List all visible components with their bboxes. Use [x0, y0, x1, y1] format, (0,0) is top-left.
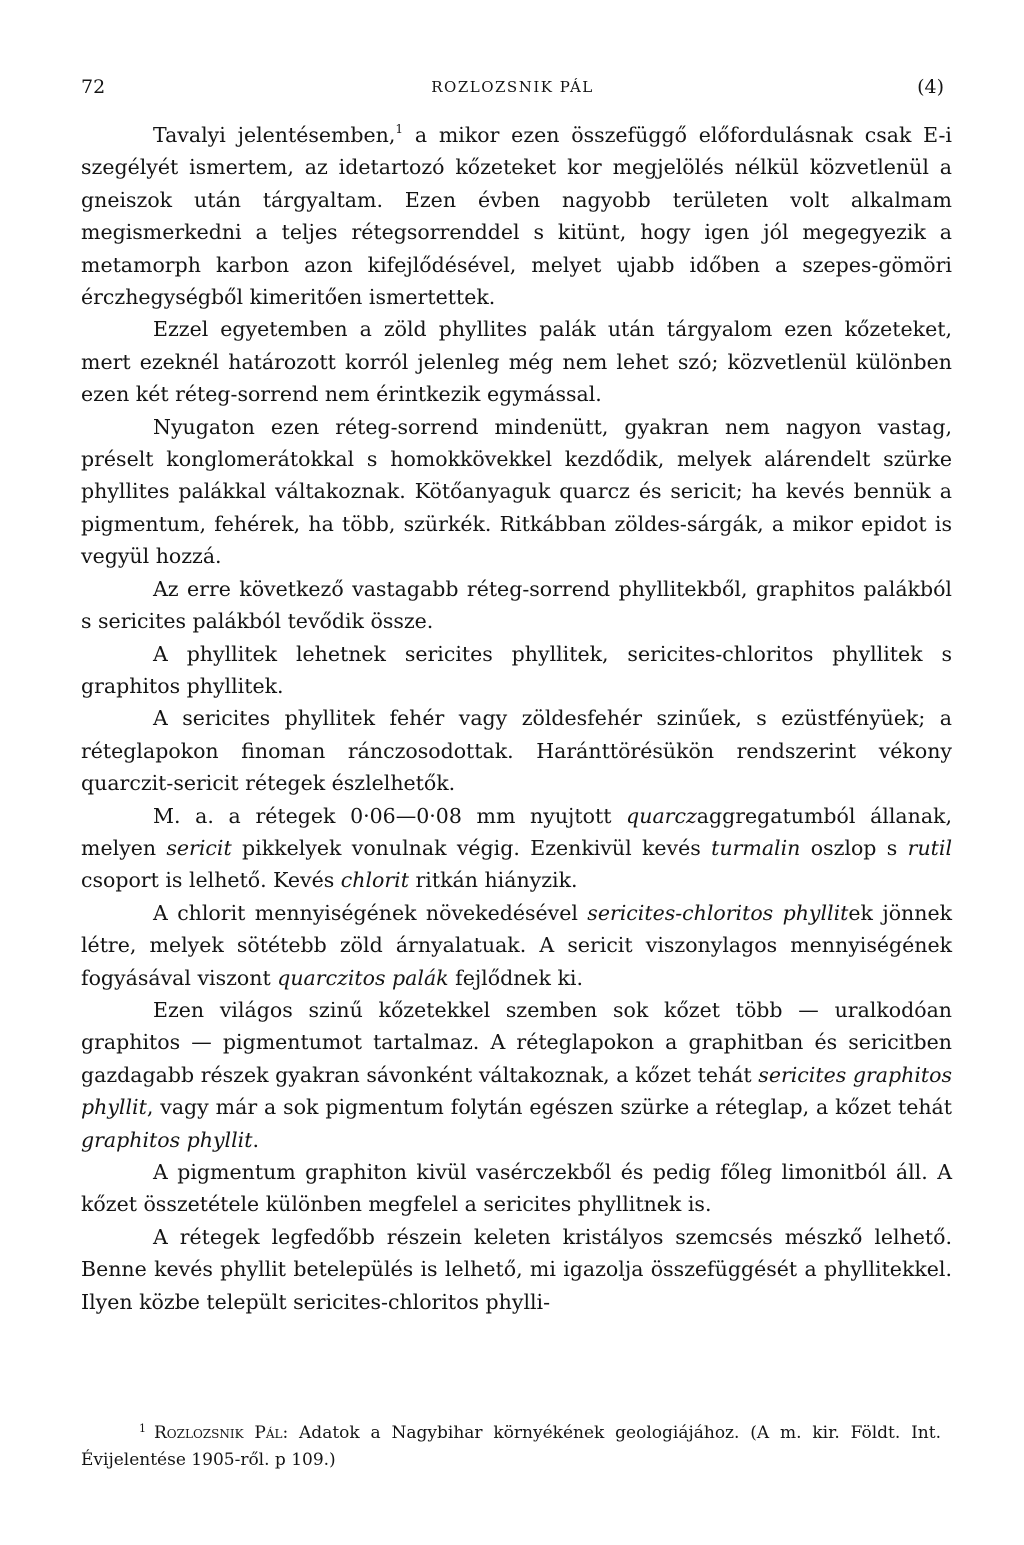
p1-text-a: Tavalyi jelentésemben,: [153, 123, 396, 147]
body-text: [81, 119, 952, 1318]
footnote-author: Rozlozsnik Pál: [154, 1423, 283, 1443]
term-sericites-graphitos-phyllit: sericites graphitos phyllit: [81, 1062, 952, 1120]
p9-text-c: .: [252, 1127, 259, 1152]
term-graphitos-phyllit: graphitos phyllit: [81, 1127, 253, 1152]
page-header: [81, 72, 944, 102]
p9-text-a: Ezen világos szinű kőzetekkel szemben sok kőzet több — uralkodóan graphitos — pigmentumot tartalmaz. A réteglapokon a graphitban és sericitben gazdagabb részek gyakran sávonként váltakoznak, a kőzet tehát: [81, 997, 952, 1087]
p8-text-b: ek jönnek létre, melyek sötétebb zöld árnyalatuak. A sericit viszonylagos mennyiségének fogyásával viszont: [81, 900, 953, 990]
footnote-text: : Adatok a Nagybihar környékének geologiájához. (A m. kir. Földt. Int. Évijelentése 1905-ről. p 109.): [81, 1423, 941, 1470]
paragraph-5: A phyllitek lehetnek sericites phyllitek, sericites-chloritos phyllitek s graphitos phyllitek.: [81, 641, 952, 698]
paragraph-1: [81, 119, 952, 313]
paragraph-7: [81, 800, 952, 897]
paragraph-10: A pigmentum graphiton kivül vasérczekből és pedig főleg limonitból áll. A kőzet összetétele különben megfelel a sericites phyllitnek is.: [81, 1160, 952, 1217]
term-rutil: rutil: [907, 835, 953, 860]
paragraph-6: A sericites phyllitek fehér vagy zöldesfehér szinűek, s ezüstfényüek; a réteglapokon finoman ránczosodottak. Haránttörésükön rendszerint vékony quarczit-sericit rétegek észlelhetők.: [81, 706, 952, 796]
paragraph-4: Az erre következő vastagabb réteg-sorrend phyllitekből, graphitos palákból s sericites palákból tevődik össze.: [81, 576, 952, 634]
p8-text-a: A chlorit mennyiségének növekedésével: [153, 900, 588, 925]
p7-text-e: csoport is lelhető. Kevés: [81, 868, 341, 893]
page-number: 72: [81, 76, 106, 98]
paragraph-3: Nyugaton ezen réteg-sorrend mindenütt, gyakran nem nagyon vastag, préselt konglomerátokkal s homokkövekkel kezdődik, melyek alárendelt szürke phyllites palákkal váltakoznak. Kötőanyaguk quarcz és sericit; ha kevés bennük a pigmentum, fehérek, ha több, szürkék. Ritkábban zöldes-sárgák, a mikor epidot is vegyül hozzá.: [81, 414, 952, 569]
term-quarczitos-palak: quarczitos palák: [277, 965, 449, 990]
p9-text-b: , vagy már a sok pigmentum folytán egészen szürke a réteglap, a kőzet tehát: [146, 1095, 952, 1120]
term-turmalin: turmalin: [711, 835, 801, 860]
paragraph-8: [81, 897, 952, 994]
term-chlorit: chlorit: [340, 868, 409, 893]
paragraph-2: Ezzel egyetemben a zöld phyllites palák után tárgyalom ezen kőzeteket, mert ezeknél határozott korról jelenleg még nem lehet szó; közvetlenül különben ezen két réteg-sorrend nem érintkezik egymással.: [81, 317, 952, 407]
footnote-mark: 1: [139, 1422, 146, 1435]
paragraph-9: [81, 994, 952, 1156]
section-number: (4): [917, 76, 944, 98]
term-sericites-chloritos-phyllit: sericites-chloritos phyllit: [587, 900, 849, 925]
p7-text-a: M. a. a rétegek 0·06—0·08 mm nyujtott: [153, 803, 627, 828]
term-quarcz: quarcz: [626, 803, 697, 828]
paragraph-11: A rétegek legfedőbb részein keleten kristályos szemcsés mészkő lelhető. Benne kevés phyllit betelepülés is lelhető, mi igazolja összefüggését a phyllitekkel. Ilyen közbe települt sericites-chloritos phylli-: [81, 1224, 952, 1314]
p7-text-b: aggregatumból állanak, melyen: [81, 803, 952, 860]
footnote-ref[interactable]: 1: [395, 122, 404, 136]
p7-text-d: oszlop s: [800, 835, 908, 860]
running-head: ROZLOZSNIK PÁL: [431, 78, 594, 96]
footnote-1: [81, 1420, 941, 1474]
footnote-area: [81, 1420, 941, 1474]
p8-text-c: fejlődnek ki.: [448, 965, 583, 990]
p7-text-c: pikkelyek vonulnak végig. Ezenkivül kevés: [231, 835, 712, 860]
term-sericit: sericit: [166, 835, 232, 860]
p1-text-b: a mikor ezen összefüggő előfordulásnak csak E-i szegélyét ismertem, az idetartozó kőzeteket kor megjelölés nélkül közvetlenül a gneiszok után tárgyaltam. Ezen évben nagyobb területen volt alkalmam megismerkedni a teljes rétegsorrenddel s kitünt, hogy igen jól megegyezik a metamorph karbon azon kifejlődésével, melyet ujabb időben a szepes-gömöri érczhegységből kimeritően ismertettek.: [81, 123, 952, 310]
p7-text-f: ritkán hiányzik.: [408, 868, 578, 893]
